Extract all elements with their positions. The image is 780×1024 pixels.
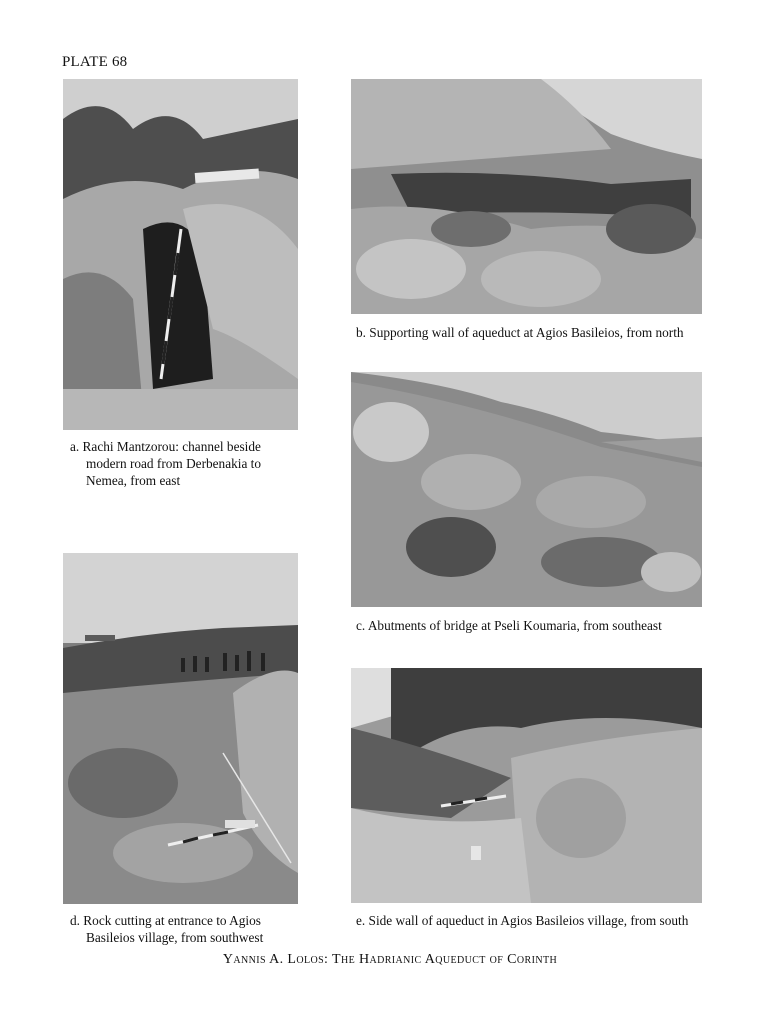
caption-c: c. Abutments of bridge at Pseli Koumaria, from southeast xyxy=(356,618,662,633)
caption-a: a. Rachi Mantzorou: channel beside modern road from Derbenakia to Nemea, from east xyxy=(70,439,262,488)
caption-b: b. Supporting wall of aqueduct at Agios Basileios, from north xyxy=(356,325,684,340)
photo-a-channel xyxy=(63,79,298,430)
plate-label: PLATE 68 xyxy=(62,54,128,70)
photo-e-side-wall xyxy=(351,668,702,903)
running-footer: Yannis A. Lolos: The Hadrianic Aqueduct of Corinth xyxy=(222,952,558,967)
photo-d-rock-cutting xyxy=(63,553,298,904)
caption-e: e. Side wall of aqueduct in Agios Basileios village, from south xyxy=(356,913,689,928)
photo-b-supporting-wall xyxy=(351,79,702,314)
caption-d: d. Rock cutting at entrance to Agios Basileios village, from southwest xyxy=(70,913,264,945)
photo-c-bridge-abutments xyxy=(351,372,702,607)
